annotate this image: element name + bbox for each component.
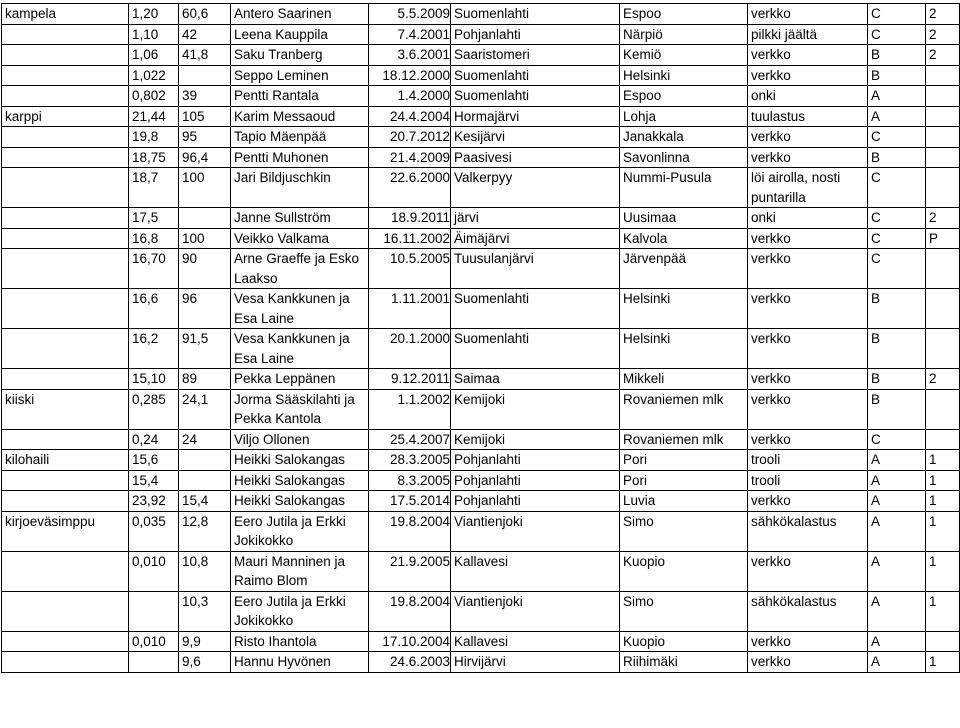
- municipality-cell: Rovaniemen mlk: [620, 389, 748, 429]
- method-cell: verkko: [748, 329, 868, 369]
- date-cell: 28.3.2005: [369, 450, 451, 471]
- angler-cell: Risto Ihantola: [231, 631, 369, 652]
- date-cell: 24.6.2003: [369, 652, 451, 673]
- method-cell: verkko: [748, 551, 868, 591]
- class-cell: C: [868, 168, 926, 208]
- species-cell: [2, 551, 129, 591]
- water-body-cell: Äimäjärvi: [451, 228, 620, 249]
- note-cell: 2: [926, 208, 960, 229]
- date-cell: 20.1.2000: [369, 329, 451, 369]
- table-row: [2, 106, 960, 127]
- date-cell: 21.4.2009: [369, 147, 451, 168]
- class-cell: A: [868, 591, 926, 631]
- weight-cell: 0,285: [129, 389, 179, 429]
- records-sheet: [0, 3, 960, 728]
- note-cell: 1: [926, 450, 960, 471]
- class-cell: C: [868, 127, 926, 148]
- method-cell: trooli: [748, 450, 868, 471]
- weight-cell: 15,4: [129, 470, 179, 491]
- table-row: [2, 511, 960, 551]
- water-body-cell: Kemijoki: [451, 429, 620, 450]
- municipality-cell: Närpiö: [620, 24, 748, 45]
- note-cell: [926, 249, 960, 289]
- method-cell: verkko: [748, 289, 868, 329]
- species-cell: [2, 652, 129, 673]
- water-body-cell: Suomenlahti: [451, 86, 620, 107]
- weight-cell: [129, 652, 179, 673]
- water-body-cell: Kallavesi: [451, 551, 620, 591]
- records-body: [2, 4, 960, 673]
- angler-cell: Eero Jutila ja Erkki Jokikokko: [231, 591, 369, 631]
- water-body-cell: Viantienjoki: [451, 511, 620, 551]
- species-cell: [2, 429, 129, 450]
- municipality-cell: Helsinki: [620, 65, 748, 86]
- angler-cell: Heikki Salokangas: [231, 470, 369, 491]
- species-cell: [2, 65, 129, 86]
- date-cell: 21.9.2005: [369, 551, 451, 591]
- method-cell: verkko: [748, 127, 868, 148]
- water-body-cell: Suomenlahti: [451, 65, 620, 86]
- weight-cell: 21,44: [129, 106, 179, 127]
- municipality-cell: Luvia: [620, 491, 748, 512]
- species-cell: [2, 127, 129, 148]
- method-cell: tuulastus: [748, 106, 868, 127]
- weight-cell: [129, 591, 179, 631]
- water-body-cell: Saaristomeri: [451, 45, 620, 66]
- municipality-cell: Espoo: [620, 4, 748, 25]
- weight-cell: 0,010: [129, 551, 179, 591]
- municipality-cell: Mikkeli: [620, 369, 748, 390]
- note-cell: 1: [926, 470, 960, 491]
- date-cell: 9.12.2011: [369, 369, 451, 390]
- angler-cell: Jari Bildjuschkin: [231, 168, 369, 208]
- table-row: [2, 450, 960, 471]
- water-body-cell: Suomenlahti: [451, 329, 620, 369]
- class-cell: B: [868, 369, 926, 390]
- water-body-cell: Suomenlahti: [451, 289, 620, 329]
- table-row: [2, 86, 960, 107]
- angler-cell: Heikki Salokangas: [231, 491, 369, 512]
- method-cell: sähkökalastus: [748, 511, 868, 551]
- angler-cell: Heikki Salokangas: [231, 450, 369, 471]
- weight-cell: 18,75: [129, 147, 179, 168]
- species-cell: [2, 289, 129, 329]
- date-cell: 3.6.2001: [369, 45, 451, 66]
- angler-cell: Arne Graeffe ja Esko Laakso: [231, 249, 369, 289]
- date-cell: 17.10.2004: [369, 631, 451, 652]
- weight-cell: 16,70: [129, 249, 179, 289]
- class-cell: A: [868, 106, 926, 127]
- table-row: [2, 491, 960, 512]
- method-cell: verkko: [748, 147, 868, 168]
- date-cell: 19.8.2004: [369, 511, 451, 551]
- date-cell: 19.8.2004: [369, 591, 451, 631]
- date-cell: 8.3.2005: [369, 470, 451, 491]
- length-cell: 96: [179, 289, 231, 329]
- note-cell: [926, 429, 960, 450]
- method-cell: verkko: [748, 4, 868, 25]
- species-cell: kiiski: [2, 389, 129, 429]
- note-cell: 2: [926, 369, 960, 390]
- weight-cell: 15,6: [129, 450, 179, 471]
- length-cell: 9,9: [179, 631, 231, 652]
- table-row: [2, 249, 960, 289]
- length-cell: 15,4: [179, 491, 231, 512]
- water-body-cell: Hormajärvi: [451, 106, 620, 127]
- length-cell: 12,8: [179, 511, 231, 551]
- species-cell: [2, 491, 129, 512]
- length-cell: [179, 470, 231, 491]
- note-cell: 2: [926, 24, 960, 45]
- species-cell: kampela: [2, 4, 129, 25]
- weight-cell: 1,06: [129, 45, 179, 66]
- species-cell: [2, 591, 129, 631]
- class-cell: A: [868, 450, 926, 471]
- class-cell: A: [868, 491, 926, 512]
- species-cell: [2, 208, 129, 229]
- weight-cell: 23,92: [129, 491, 179, 512]
- method-cell: verkko: [748, 228, 868, 249]
- note-cell: 1: [926, 591, 960, 631]
- water-body-cell: Saimaa: [451, 369, 620, 390]
- angler-cell: Hannu Hyvönen: [231, 652, 369, 673]
- note-cell: [926, 389, 960, 429]
- date-cell: 1.11.2001: [369, 289, 451, 329]
- note-cell: [926, 631, 960, 652]
- length-cell: 42: [179, 24, 231, 45]
- water-body-cell: Viantienjoki: [451, 591, 620, 631]
- water-body-cell: Pohjanlahti: [451, 491, 620, 512]
- date-cell: 24.4.2004: [369, 106, 451, 127]
- length-cell: 100: [179, 168, 231, 208]
- table-row: [2, 551, 960, 591]
- length-cell: [179, 450, 231, 471]
- method-cell: verkko: [748, 369, 868, 390]
- class-cell: B: [868, 329, 926, 369]
- length-cell: 10,8: [179, 551, 231, 591]
- note-cell: P: [926, 228, 960, 249]
- water-body-cell: Pohjanlahti: [451, 450, 620, 471]
- date-cell: 10.5.2005: [369, 249, 451, 289]
- municipality-cell: Helsinki: [620, 289, 748, 329]
- municipality-cell: Kalvola: [620, 228, 748, 249]
- note-cell: [926, 65, 960, 86]
- weight-cell: 17,5: [129, 208, 179, 229]
- weight-cell: 1,20: [129, 4, 179, 25]
- class-cell: C: [868, 228, 926, 249]
- table-row: [2, 45, 960, 66]
- table-row: [2, 429, 960, 450]
- method-cell: verkko: [748, 631, 868, 652]
- length-cell: 100: [179, 228, 231, 249]
- water-body-cell: Kallavesi: [451, 631, 620, 652]
- class-cell: A: [868, 551, 926, 591]
- water-body-cell: Tuusulanjärvi: [451, 249, 620, 289]
- species-cell: kilohaili: [2, 450, 129, 471]
- length-cell: 9,6: [179, 652, 231, 673]
- species-cell: [2, 470, 129, 491]
- date-cell: 20.7.2012: [369, 127, 451, 148]
- municipality-cell: Savonlinna: [620, 147, 748, 168]
- weight-cell: 0,802: [129, 86, 179, 107]
- class-cell: B: [868, 65, 926, 86]
- method-cell: verkko: [748, 249, 868, 289]
- length-cell: 41,8: [179, 45, 231, 66]
- municipality-cell: Kuopio: [620, 631, 748, 652]
- note-cell: 1: [926, 551, 960, 591]
- table-row: [2, 329, 960, 369]
- table-row: [2, 369, 960, 390]
- angler-cell: Viljo Ollonen: [231, 429, 369, 450]
- weight-cell: 0,035: [129, 511, 179, 551]
- note-cell: 1: [926, 511, 960, 551]
- angler-cell: Leena Kauppila: [231, 24, 369, 45]
- weight-cell: 0,24: [129, 429, 179, 450]
- table-row: [2, 652, 960, 673]
- date-cell: 1.4.2000: [369, 86, 451, 107]
- table-row: [2, 208, 960, 229]
- weight-cell: 19,8: [129, 127, 179, 148]
- method-cell: onki: [748, 86, 868, 107]
- species-cell: [2, 329, 129, 369]
- length-cell: [179, 65, 231, 86]
- date-cell: 22.6.2000: [369, 168, 451, 208]
- municipality-cell: Riihimäki: [620, 652, 748, 673]
- weight-cell: 1,022: [129, 65, 179, 86]
- municipality-cell: Helsinki: [620, 329, 748, 369]
- method-cell: sähkökalastus: [748, 591, 868, 631]
- table-row: [2, 591, 960, 631]
- municipality-cell: Nummi-Pusula: [620, 168, 748, 208]
- note-cell: [926, 127, 960, 148]
- weight-cell: 16,8: [129, 228, 179, 249]
- table-row: [2, 168, 960, 208]
- water-body-cell: Paasivesi: [451, 147, 620, 168]
- length-cell: 90: [179, 249, 231, 289]
- length-cell: 91,5: [179, 329, 231, 369]
- note-cell: [926, 86, 960, 107]
- date-cell: 1.1.2002: [369, 389, 451, 429]
- date-cell: 25.4.2007: [369, 429, 451, 450]
- class-cell: B: [868, 45, 926, 66]
- species-cell: kirjoeväsimppu: [2, 511, 129, 551]
- note-cell: 2: [926, 4, 960, 25]
- weight-cell: 15,10: [129, 369, 179, 390]
- weight-cell: 16,2: [129, 329, 179, 369]
- angler-cell: Pentti Rantala: [231, 86, 369, 107]
- class-cell: A: [868, 631, 926, 652]
- angler-cell: Mauri Manninen ja Raimo Blom: [231, 551, 369, 591]
- length-cell: 24,1: [179, 389, 231, 429]
- municipality-cell: Lohja: [620, 106, 748, 127]
- angler-cell: Janne Sullström: [231, 208, 369, 229]
- note-cell: 1: [926, 652, 960, 673]
- note-cell: [926, 147, 960, 168]
- date-cell: 18.12.2000: [369, 65, 451, 86]
- table-row: [2, 24, 960, 45]
- water-body-cell: Suomenlahti: [451, 4, 620, 25]
- table-row: [2, 4, 960, 25]
- municipality-cell: Uusimaa: [620, 208, 748, 229]
- weight-cell: 18,7: [129, 168, 179, 208]
- method-cell: verkko: [748, 652, 868, 673]
- angler-cell: Eero Jutila ja Erkki Jokikokko: [231, 511, 369, 551]
- method-cell: verkko: [748, 45, 868, 66]
- water-body-cell: Pohjanlahti: [451, 24, 620, 45]
- date-cell: 7.4.2001: [369, 24, 451, 45]
- class-cell: B: [868, 289, 926, 329]
- water-body-cell: Kemijoki: [451, 389, 620, 429]
- class-cell: C: [868, 24, 926, 45]
- class-cell: C: [868, 429, 926, 450]
- method-cell: trooli: [748, 470, 868, 491]
- method-cell: verkko: [748, 389, 868, 429]
- class-cell: A: [868, 511, 926, 551]
- length-cell: 89: [179, 369, 231, 390]
- species-cell: [2, 249, 129, 289]
- water-body-cell: Hirvijärvi: [451, 652, 620, 673]
- angler-cell: Pentti Muhonen: [231, 147, 369, 168]
- length-cell: 60,6: [179, 4, 231, 25]
- weight-cell: 1,10: [129, 24, 179, 45]
- species-cell: [2, 24, 129, 45]
- water-body-cell: Valkerpyy: [451, 168, 620, 208]
- table-row: [2, 389, 960, 429]
- method-cell: verkko: [748, 65, 868, 86]
- class-cell: B: [868, 147, 926, 168]
- length-cell: 105: [179, 106, 231, 127]
- note-cell: 1: [926, 491, 960, 512]
- method-cell: onki: [748, 208, 868, 229]
- water-body-cell: Kesijärvi: [451, 127, 620, 148]
- species-cell: [2, 168, 129, 208]
- municipality-cell: Pori: [620, 470, 748, 491]
- municipality-cell: Espoo: [620, 86, 748, 107]
- fish-records-table: [1, 3, 960, 673]
- angler-cell: Antero Saarinen: [231, 4, 369, 25]
- table-row: [2, 147, 960, 168]
- note-cell: [926, 329, 960, 369]
- municipality-cell: Simo: [620, 591, 748, 631]
- class-cell: C: [868, 249, 926, 289]
- method-cell: löi airolla, nosti puntarilla: [748, 168, 868, 208]
- angler-cell: Karim Messaoud: [231, 106, 369, 127]
- angler-cell: Tapio Mäenpää: [231, 127, 369, 148]
- species-cell: karppi: [2, 106, 129, 127]
- class-cell: B: [868, 389, 926, 429]
- species-cell: [2, 228, 129, 249]
- species-cell: [2, 45, 129, 66]
- municipality-cell: Rovaniemen mlk: [620, 429, 748, 450]
- table-row: [2, 470, 960, 491]
- table-row: [2, 228, 960, 249]
- date-cell: 18.9.2011: [369, 208, 451, 229]
- date-cell: 17.5.2014: [369, 491, 451, 512]
- weight-cell: 0,010: [129, 631, 179, 652]
- municipality-cell: Simo: [620, 511, 748, 551]
- class-cell: A: [868, 652, 926, 673]
- class-cell: A: [868, 86, 926, 107]
- length-cell: [179, 208, 231, 229]
- note-cell: [926, 106, 960, 127]
- angler-cell: Veikko Valkama: [231, 228, 369, 249]
- date-cell: 5.5.2009: [369, 4, 451, 25]
- angler-cell: Seppo Leminen: [231, 65, 369, 86]
- municipality-cell: Kuopio: [620, 551, 748, 591]
- municipality-cell: Kemiö: [620, 45, 748, 66]
- municipality-cell: Janakkala: [620, 127, 748, 148]
- class-cell: C: [868, 208, 926, 229]
- municipality-cell: Järvenpää: [620, 249, 748, 289]
- class-cell: C: [868, 4, 926, 25]
- table-row: [2, 631, 960, 652]
- species-cell: [2, 86, 129, 107]
- water-body-cell: järvi: [451, 208, 620, 229]
- species-cell: [2, 147, 129, 168]
- table-row: [2, 289, 960, 329]
- method-cell: verkko: [748, 429, 868, 450]
- species-cell: [2, 369, 129, 390]
- angler-cell: Vesa Kankkunen ja Esa Laine: [231, 329, 369, 369]
- note-cell: [926, 289, 960, 329]
- class-cell: A: [868, 470, 926, 491]
- species-cell: [2, 631, 129, 652]
- length-cell: 24: [179, 429, 231, 450]
- length-cell: 10,3: [179, 591, 231, 631]
- angler-cell: Pekka Leppänen: [231, 369, 369, 390]
- length-cell: 96,4: [179, 147, 231, 168]
- angler-cell: Vesa Kankkunen ja Esa Laine: [231, 289, 369, 329]
- method-cell: verkko: [748, 491, 868, 512]
- method-cell: pilkki jäältä: [748, 24, 868, 45]
- angler-cell: Jorma Sääskilahti ja Pekka Kantola: [231, 389, 369, 429]
- note-cell: 2: [926, 45, 960, 66]
- date-cell: 16.11.2002: [369, 228, 451, 249]
- angler-cell: Saku Tranberg: [231, 45, 369, 66]
- municipality-cell: Pori: [620, 450, 748, 471]
- note-cell: [926, 168, 960, 208]
- water-body-cell: Pohjanlahti: [451, 470, 620, 491]
- weight-cell: 16,6: [129, 289, 179, 329]
- table-row: [2, 65, 960, 86]
- table-row: [2, 127, 960, 148]
- length-cell: 39: [179, 86, 231, 107]
- length-cell: 95: [179, 127, 231, 148]
